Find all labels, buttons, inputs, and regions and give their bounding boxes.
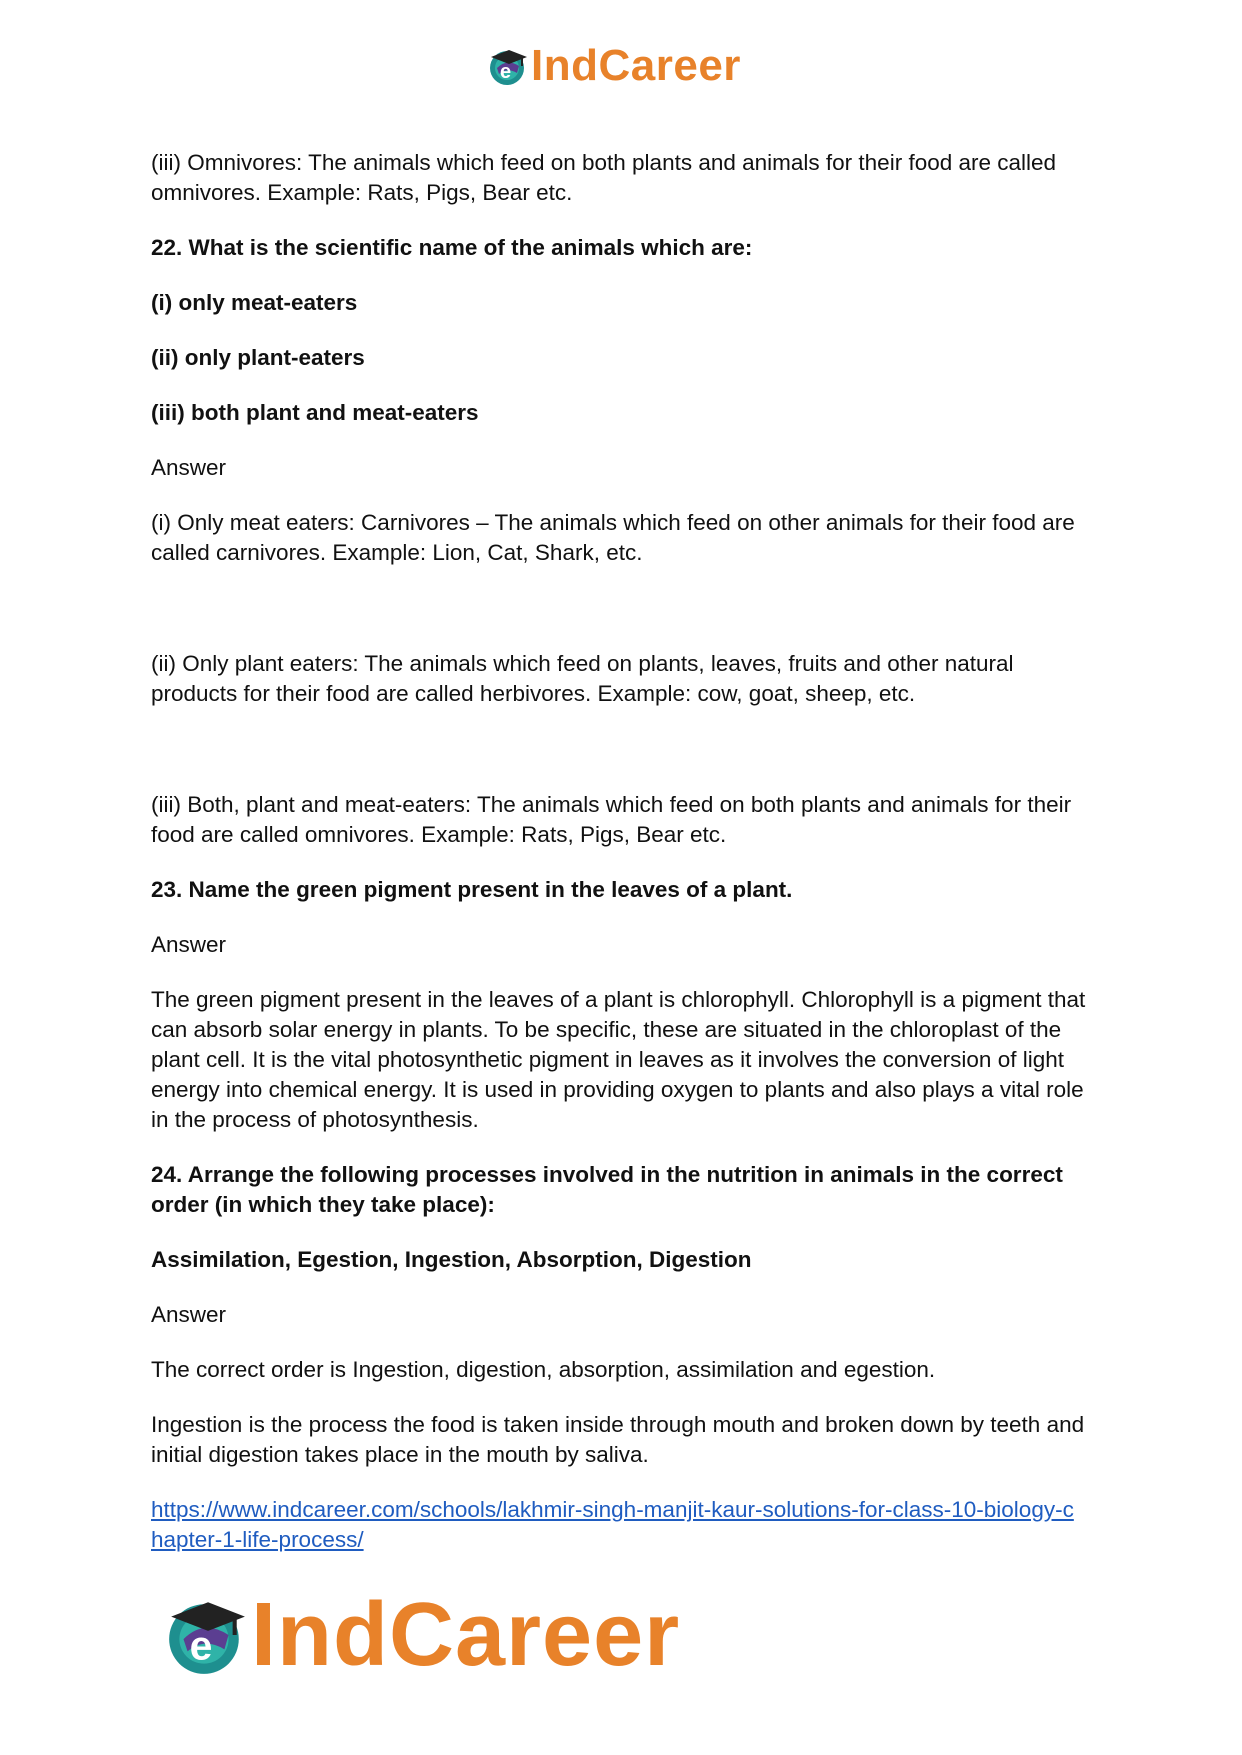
source-link-line-2[interactable]: hapter-1-life-process/: [151, 1527, 364, 1552]
brand-wordmark: IndCareer: [251, 1585, 681, 1685]
source-link-line-1[interactable]: https://www.indcareer.com/schools/lakhmir-singh-manjit-kaur-solutions-for-class-10-biology-c: [151, 1497, 1074, 1522]
header-logo: [487, 40, 741, 92]
question-22-item-ii: (ii) only plant-eaters: [151, 345, 365, 370]
answer-22-iii: (iii) Both, plant and meat-eaters: The animals which feed on both plants and animals for their food are called omnivores. Example: Rats, Pigs, Bear etc.: [151, 792, 1072, 847]
question-24: 24. Arrange the following processes involved in the nutrition in animals in the correct order (in which they take place):: [151, 1162, 1063, 1217]
answer-22-ii: (ii) Only plant eaters: The animals which feed on plants, leaves, fruits and other natural products for their food are called herbivores. Example: cow, goat, sheep, etc.: [151, 651, 1014, 706]
answer-22-i: (i) Only meat eaters: Carnivores – The animals which feed on other animals for their food are called carnivores. Example: Lion, Cat, Shark, etc.: [151, 510, 1075, 565]
question-24-items: Assimilation, Egestion, Ingestion, Absorption, Digestion: [151, 1247, 752, 1272]
answer-label: Answer: [151, 455, 227, 480]
footer-logo: [163, 1585, 680, 1685]
answer-23: The green pigment present in the leaves of a plant is chlorophyll. Chlorophyll is a pigment that can absorb solar energy in plants. To be specific, these are situated in the chloroplast of the plant cell. It is the vital photosynthetic pigment in leaves as it involves the conversion of light energy into chemical energy. It is used in providing oxygen to plants and also plays a vital role in the process of photosynthesis.: [151, 987, 1086, 1132]
question-22-item-iii: (iii) both plant and meat-eaters: [151, 400, 479, 425]
svg-text:e: e: [500, 61, 512, 83]
source-link[interactable]: [151, 1495, 1101, 1555]
svg-text:e: e: [189, 1622, 213, 1669]
main-content: [151, 148, 1101, 1555]
graduation-globe-icon: [163, 1592, 249, 1678]
question-23: 23. Name the green pigment present in the leaves of a plant.: [151, 877, 793, 902]
answer-label: Answer: [151, 1302, 227, 1327]
answer-24-ingestion: Ingestion is the process the food is taken inside through mouth and broken down by teeth and initial digestion takes place in the mouth by saliva.: [151, 1412, 1085, 1467]
answer-24-order: The correct order is Ingestion, digestion, absorption, assimilation and egestion.: [151, 1357, 936, 1382]
answer-label: Answer: [151, 932, 227, 957]
brand-wordmark: IndCareer: [531, 41, 741, 90]
question-22: 22. What is the scientific name of the animals which are:: [151, 235, 753, 260]
graduation-globe-icon: [487, 45, 529, 87]
paragraph-omnivores: (iii) Omnivores: The animals which feed on both plants and animals for their food are called omnivores. Example: Rats, Pigs, Bear etc.: [151, 150, 1057, 205]
question-22-item-i: (i) only meat-eaters: [151, 290, 358, 315]
